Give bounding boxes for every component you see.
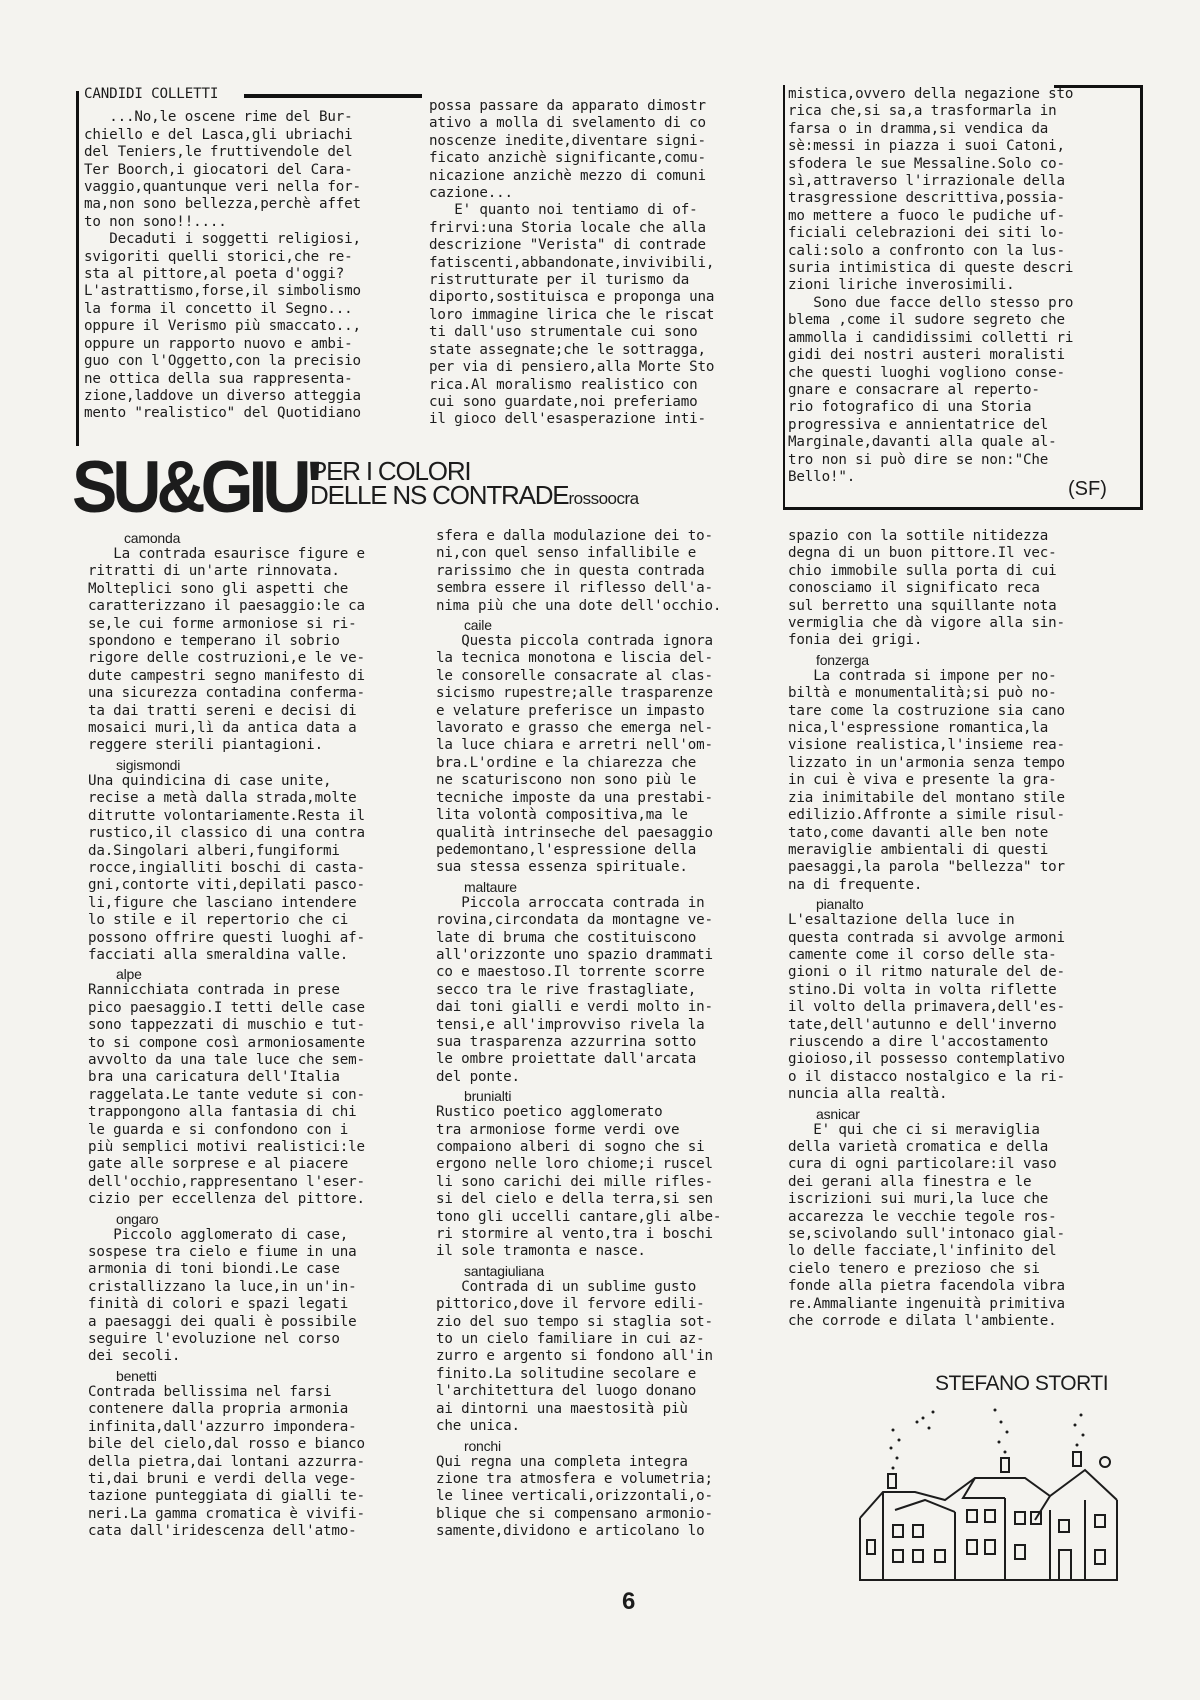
section-fonzerga <box>788 652 1133 894</box>
page-number: 6 <box>622 1588 636 1615</box>
section-name: asnicar <box>816 1105 860 1122</box>
section-benetti <box>88 1368 428 1541</box>
section-alpe <box>88 966 428 1208</box>
top-article-col3 <box>788 86 1133 486</box>
header-big: SU&GIU' <box>72 446 318 529</box>
section-text: Piccolo agglomerato di case, sospese tra cielo e fiume in una armonia di toni biondi.Le case cristallizzano la luce,in un'in- finità di colori e spazi legati a paesaggi dei quali è possibile seguire l'evoluzione nel corso dei secoli. <box>88 1226 357 1365</box>
section-pianalto <box>788 896 1133 1103</box>
top-article-text-3: mistica,ovvero della negazione sto rica che,si sa,a trasformarla in farsa o in dramma,si vendica da sè:messi in piazza i suoi Catoni, sfodera le sue Messaline.Solo co- sì,attraverso l'irrazionale della trasgressione descrittiva,possia- mo mettere a fuoco le pudiche uf- ficiali celebrazioni dei siti lo- cali:solo a confronto con la lus- suria intimistica di queste descri zioni liriche inverosimili. Sono due facce dello stesso pro blema ,come il sudore segreto che ammolla i candidissimi colletti ri gidi dei nostri austeri moralisti che questi luoghi vogliono conse- gnare e consacrare al reperto- rio fotografico di una Storia progressiva e annientatrice del Marginale,davanti alla quale al- tro non si può dire se non:"Che Bello!". <box>788 86 1074 485</box>
section-maltaure <box>436 879 781 1086</box>
section-text: Questa piccola contrada ignora la tecnica monotona e liscia del- le consorelle consacrate al clas- sicismo rupestre;alle trasparenze e velature preferisce un impasto lavorato e grasso che emerga nel- la luce chiara e arretri nell'om- bra.L'ordine e la chiarezza che ne scaturiscono non sono più le tecniche imposte da una prestabi- lita volontà compositiva,ma le qualità intrinseche del paesaggio pedemontano,l'espressione della sua stessa essenza spirituale. <box>436 633 713 876</box>
section-text: sfera e dalla modulazione dei to- ni,con quel senso infallibile e rarissimo che in questa contrada sembra essere il riflesso dell'a- nima più che una dote dell'occhio. <box>436 528 722 614</box>
section-name: camonda <box>124 530 181 546</box>
section-brunialti <box>436 1088 781 1261</box>
section-text: La contrada esaurisce figure e ritratti di un'arte rinnovata. Molteplici sono gli aspetti che caratterizzano il paesaggio:le ca se,le cui forme armoniose si ri- spondono e temperano il sobrio rigore delle costruzioni,e le ve- dute campestri segno manifesto di una sicurezza contadina conferma- ta dai tratti sereni e decisi di mosaici muri,lì da antica data a reggere sterili piantagioni. <box>88 546 365 754</box>
section-text: spazio con la sottile nitidezza degna di un buon pittore.Il vec- chio immobile sulla porta di cui conosciamo il significato reca sul berretto una squillante nota vermiglia che dà vigore alla sin- fonia dei grigi. <box>788 528 1065 649</box>
section-name: benetti <box>116 1367 157 1384</box>
section-asnicar <box>788 1106 1133 1331</box>
section-text: Rustico poetico agglomerato tra armoniose forme verdi ove compaiono alberi di sogno che si ergono nelle loro chiome;i ruscel li sono carichi dei mille rifles- si del cielo e della terra,si sen tono gli uccelli cantare,gli albe- ri stormire al vento,tra i boschi il sole tramonta e nasce. <box>436 1104 722 1260</box>
top-article-col2 <box>429 98 769 429</box>
section-name: caile <box>464 617 492 634</box>
section-name: sigismondi <box>116 756 181 773</box>
section-sigismondi <box>88 757 428 964</box>
section-santagiuliana <box>436 1263 781 1436</box>
signature-sf: (SF) <box>1068 478 1107 500</box>
section-text: Rannicchiata contrada in prese pico paesaggio.I tetti delle case sono tappezzati di muschio e tut- to si compone così armoniosamente avvolto da una tale luce che sem- bra una caricatura dell'Italia raggelata.Le tante vedute si con- trappongono alla fantasia di chi le guarda e si confondono con i più semplici motivi realistici:le gate alle sorprese e al piacere dell'occhio,rappresentano l'eser- cizio per eccellenza del pittore. <box>88 982 365 1208</box>
section-text: Piccola arroccata contrada in rovina,circondata da montagne ve- late di bruma che costituiscono all'orizzonte uno spazio drammati co e maestoso.Il torrente scorre secco tra le rive frastagliate, dai toni gialli e verdi molto in- tensi,e all'improvviso rivela la sua trasparenza azzurrina sotto le ombre proiettate dall'arcata del ponte. <box>436 894 713 1085</box>
section-text: Qui regna una completa integra zione tra atmosfera e volumetria; le linee verticali,orizzontali,o- blique che si compensano armonio- samente,dividono e articolano lo <box>436 1453 713 1540</box>
section-continued <box>436 528 781 615</box>
section-text: E' qui che ci si meraviglia della varietà cromatica e della cura di ogni particolare:il vaso dei gerani alla finestra e le iscrizioni sui muri,la luce che accarezza le vecchie tegole ros- se,scivolando sull'intonaco gial- lo delle facciate,l'infinito del cielo tenero e prezioso che si fonde alla pietra facendola vibra re.Ammaliante ingenuità primitiva che corrode e dilata l'ambiente. <box>788 1121 1065 1330</box>
column-b <box>436 528 781 1541</box>
top-article-text-2: possa passare da apparato dimostr ativo a molla di svelamento di co noscenze inedite,diventare signi- ficato anzichè significante,comu- nicazione anzichè mezzo di comuni cazione... E' quanto noi tentiamo di of- frirvi:una Storia locale che alla descrizione "Verista" di contrade fatiscenti,abbandonate,invivibili, ristrutturate per il turismo da diporto,sostituisca e proponga una loro immagine lirica che le riscat ti dall'uso strumentale cui sono state assegnate;che le sottragga, per via di pensiero,alla Morte Sto rica.Al moralismo realistico con cui sono guardate,noi preferiamo il gioco dell'esasperazione inti- <box>429 98 715 428</box>
section-caile <box>436 617 781 877</box>
column-c <box>788 528 1133 1330</box>
section-name: maltaure <box>464 878 517 895</box>
section-name: brunialti <box>464 1088 512 1105</box>
section-text: Una quindicina di case unite, recise a metà dalla strada,molte ditrutte volontariamente.Resta il rustico,il classico di una contra da.Singolari alberi,fungiformi rocce,ingialliti boschi di casta- gni,contorte viti,depilati pasco- li,figure che lasciano intendere lo stile e il repertorio che ci possono offrire questi luoghi af- facciati alla smeraldina valle. <box>88 772 365 963</box>
section-ongaro <box>88 1211 428 1366</box>
column-a <box>88 528 428 1541</box>
houses-illustration <box>855 1400 1125 1600</box>
section-text: Contrada bellissima nel farsi contenere dalla propria armonia infinita,dall'azzurro impondera- bile del cielo,dal rosso e bianco della pietra,dai lontani azzurra- ti,dai bruni e verdi della vege- tazione punteggiata di gialli te- neri.La gamma cromatica è vivifi- cata dall'iridescenza dell'atmo- <box>88 1383 365 1540</box>
header-line1: PER I COLORI <box>310 456 471 486</box>
header-line2 <box>310 480 639 510</box>
section-name: alpe <box>116 966 142 983</box>
section-name: fonzerga <box>816 651 869 668</box>
section-text: Contrada di un sublime gusto pittorico,dove il fervore edili- zio del suo tempo si staglia sot- to un cielo familiare in cui az- zurro e argento si fondono all'in finito.La solitudine secolare e l'architettura del luogo donano ai dintorni una maestosità più che unica. <box>436 1278 713 1435</box>
top-article-col1 <box>84 86 424 423</box>
author-name: STEFANO STORTI <box>935 1372 1109 1395</box>
section-name: santagiuliana <box>464 1262 544 1279</box>
smoke-dots <box>890 1409 1085 1470</box>
header-suffix: rossoocra <box>568 489 639 508</box>
header-line2-text: DELLE NS CONTRADE <box>310 480 569 510</box>
section-name: pianalto <box>816 896 864 913</box>
section-text: L'esaltazione della luce in questa contrada si avvolge armoni camente come il corso delle sta- gioni o il ritmo naturale del de- stino.Di volta in volta riflette il volto della primavera,dell'es- tate,dell'autunno e dell'inverno riuscendo a dire l'accostamento gioioso,il possesso contemplativo o il distacco nostalgico e la ri- nuncia alla realtà. <box>788 912 1065 1103</box>
section-ronchi <box>436 1438 781 1541</box>
top-left-rule <box>76 91 79 446</box>
top-article-title: CANDIDI COLLETTI <box>84 86 219 102</box>
section-text: La contrada si impone per no- biltà e monumentalità;si può no- tare come la costruzione sia cano nica,l'espressione romantica,la visione realistica,l'insieme rea- lizzato in un'armonia senza tempo in cui è viva e presente la gra- zia inimitabile del montano stile edilizio.Affronte a simile risul- tato,come davanti alle ben note meraviglie ambientali di questi paesaggi,la parola "bellezza" tor na di frequente. <box>788 667 1065 893</box>
section-name: ronchi <box>464 1437 501 1454</box>
top-article-text-1: ...No,le oscene rime del Bur- chiello e del Lasca,gli ubriachi del Teniers,le fruttivendole del Ter Boorch,i giocatori del Cara- vaggio,quantunque veri nella for- ma,non sono bellezza,perchè affet to non sono!!.... Decaduti i soggetti religiosi, svigoriti quelli storici,che re- sta al pittore,al poeta d'oggi? L'astrattismo,forse,il simbolismo la forma il concetto il Segno... oppure il Verismo più smaccato.., oppure un rapporto nuovo e ambi- guo con l'Oggetto,con la precisio ne ottica della sua rappresenta- zione,laddove un diverso atteggia mento "realistico" del Quotidiano <box>84 109 361 422</box>
section-camonda <box>88 530 428 755</box>
section-continued <box>788 528 1133 650</box>
section-name: ongaro <box>116 1210 159 1227</box>
